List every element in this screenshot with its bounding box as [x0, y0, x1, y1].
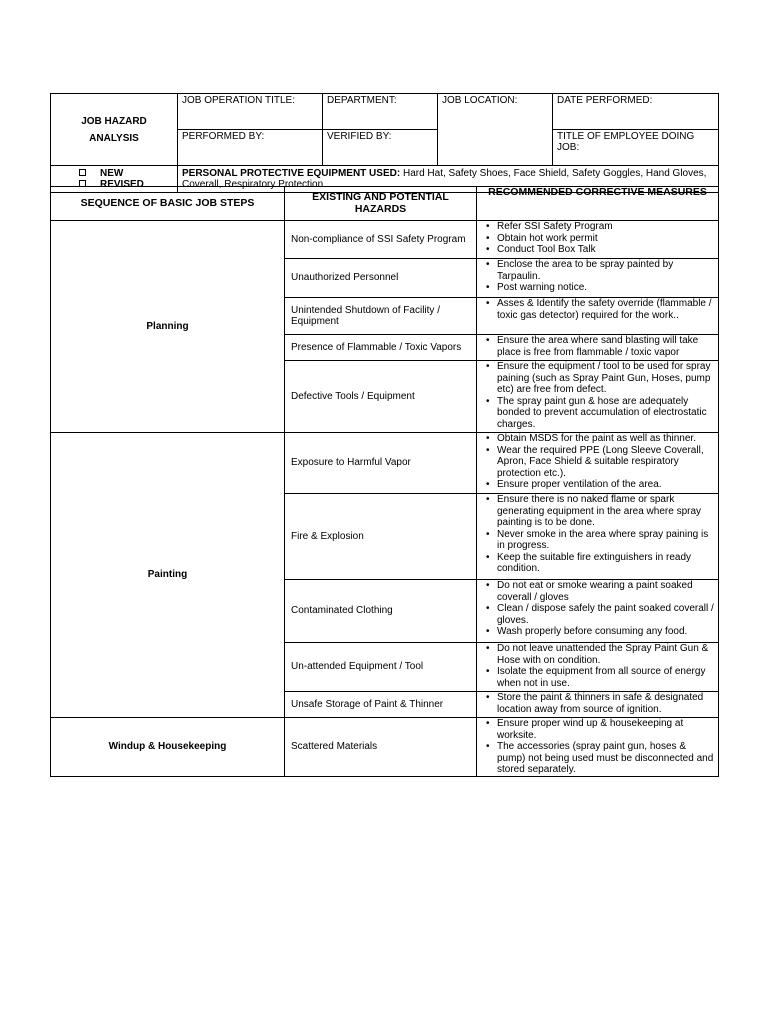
hazard-cell: Exposure to Harmful Vapor	[285, 433, 477, 494]
title-line-1: JOB HAZARD	[81, 115, 147, 127]
table-row	[51, 433, 719, 494]
ppe-label: PERSONAL PROTECTIVE EQUIPMENT USED:	[182, 168, 401, 179]
measure-item: • Ensure the area where sand blasting will take place is free from flammable / toxic vapor	[497, 335, 716, 358]
measures-cell	[477, 494, 719, 580]
new-checkbox-icon[interactable]	[79, 169, 86, 176]
measures-list	[477, 221, 716, 256]
new-option[interactable]	[79, 168, 177, 179]
measures-cell	[477, 643, 719, 692]
measure-item: • Do not eat or smoke wearing a paint soaked coverall / gloves	[497, 580, 716, 603]
measures-list	[477, 643, 716, 689]
column-header-hazards: EXISTING AND POTENTIAL HAZARDS	[285, 187, 477, 221]
hazard-cell: Unintended Shutdown of Facility / Equipment	[285, 298, 477, 335]
measures-cell	[477, 718, 719, 777]
measures-cell	[477, 298, 719, 335]
measure-item: • Wear the required PPE (Long Sleeve Coverall, Apron, Face Shield & suitable respiratory protection etc.).	[497, 445, 716, 480]
measure-item: • Keep the suitable fire extinguishers in ready condition.	[497, 552, 716, 575]
measure-item: • Post warning notice.	[497, 282, 716, 294]
measure-item: • Ensure the equipment / tool to be used for spray paining (such as Spray Paint Gun, Hoses, pump etc) are free from defect.	[497, 361, 716, 396]
measure-item: • Ensure there is no naked flame or spark generating equipment in the area where spray painting is to be done.	[497, 494, 716, 529]
column-header-steps: SEQUENCE OF BASIC JOB STEPS	[51, 187, 285, 221]
job-location-field[interactable]: JOB LOCATION:	[438, 94, 553, 166]
column-header-measures: RECOMMENDED CORRECTIVE MEASURES	[477, 187, 719, 221]
measures-cell	[477, 335, 719, 361]
job-step-windup-housekeeping: Windup & Housekeeping	[51, 718, 285, 777]
job-operation-title-field[interactable]: JOB OPERATION TITLE:	[178, 94, 323, 130]
revised-label: REVISED	[100, 179, 144, 190]
performed-by-field[interactable]: PERFORMED BY:	[178, 130, 323, 166]
hazard-cell: Presence of Flammable / Toxic Vapors	[285, 335, 477, 361]
measure-item: • Wash properly before consuming any food.	[497, 626, 716, 638]
measures-cell	[477, 692, 719, 718]
job-step-painting: Painting	[51, 433, 285, 718]
measure-item: • Obtain hot work permit	[497, 233, 716, 245]
title-line-2: ANALYSIS	[89, 132, 139, 144]
hazard-cell: Fire & Explosion	[285, 494, 477, 580]
new-label: NEW	[100, 168, 124, 179]
hazard-cell: Scattered Materials	[285, 718, 477, 777]
hazard-cell: Non-compliance of SSI Safety Program	[285, 221, 477, 259]
header-table	[50, 93, 719, 193]
title-of-employee-field[interactable]: TITLE OF EMPLOYEE DOING JOB:	[553, 130, 719, 166]
measures-list	[477, 259, 716, 294]
measure-item: • Never smoke in the area where spray paining is in progress.	[497, 529, 716, 552]
hazard-table	[50, 186, 719, 777]
measure-item: • The accessories (spray paint gun, hoses & pump) not being used must be disconnected and stored separately.	[497, 741, 716, 776]
hazard-cell: Un-attended Equipment / Tool	[285, 643, 477, 692]
verified-by-field[interactable]: VERIFIED BY:	[323, 130, 438, 166]
measure-item: • Asses & Identify the safety override (flammable / toxic gas detector) required for the work..	[497, 298, 716, 321]
measures-list	[477, 361, 716, 430]
measure-item: • Do not leave unattended the Spray Paint Gun & Hose with on condition.	[497, 643, 716, 666]
measure-item: • Store the paint & thinners in safe & designated location away from source of ignition.	[497, 692, 716, 715]
measures-list	[477, 433, 716, 491]
measure-item: • The spray paint gun & hose are adequately bonded to prevent accumulation of electrostatic charges.	[497, 396, 716, 431]
measures-cell	[477, 580, 719, 643]
measure-item: • Enclose the area to be spray painted by Tarpaulin.	[497, 259, 716, 282]
measures-list	[477, 298, 716, 321]
hazard-cell: Unauthorized Personnel	[285, 259, 477, 298]
measures-cell	[477, 361, 719, 433]
hazard-cell: Contaminated Clothing	[285, 580, 477, 643]
measure-item: • Refer SSI Safety Program	[497, 221, 716, 233]
measures-cell	[477, 433, 719, 494]
document-title	[51, 94, 178, 166]
ppe-value: Hard Hat, Safety Shoes, Face Shield, Safety Goggles, Hand Gloves, Coverall, Respiratory Protection	[182, 168, 707, 190]
table-row	[51, 718, 719, 777]
measures-cell	[477, 259, 719, 298]
date-performed-field[interactable]: DATE PERFORMED:	[553, 94, 719, 130]
table-row	[51, 221, 719, 259]
department-field[interactable]: DEPARTMENT:	[323, 94, 438, 130]
measures-list	[477, 494, 716, 575]
measure-item: • Ensure proper wind up & housekeeping at worksite.	[497, 718, 716, 741]
measure-item: • Ensure proper ventilation of the area.	[497, 479, 716, 491]
job-step-planning: Planning	[51, 221, 285, 433]
measures-list	[477, 692, 716, 715]
measure-item: • Isolate the equipment from all source of energy when not in use.	[497, 666, 716, 689]
hazard-cell: Unsafe Storage of Paint & Thinner	[285, 692, 477, 718]
measure-item: • Obtain MSDS for the paint as well as thinner.	[497, 433, 716, 445]
measures-list	[477, 580, 716, 638]
measure-item: • Conduct Tool Box Talk	[497, 244, 716, 256]
measures-list	[477, 335, 716, 358]
measures-cell	[477, 221, 719, 259]
hazard-cell: Defective Tools / Equipment	[285, 361, 477, 433]
measures-list	[477, 718, 716, 776]
measure-item: • Clean / dispose safely the paint soaked coverall / gloves.	[497, 603, 716, 626]
